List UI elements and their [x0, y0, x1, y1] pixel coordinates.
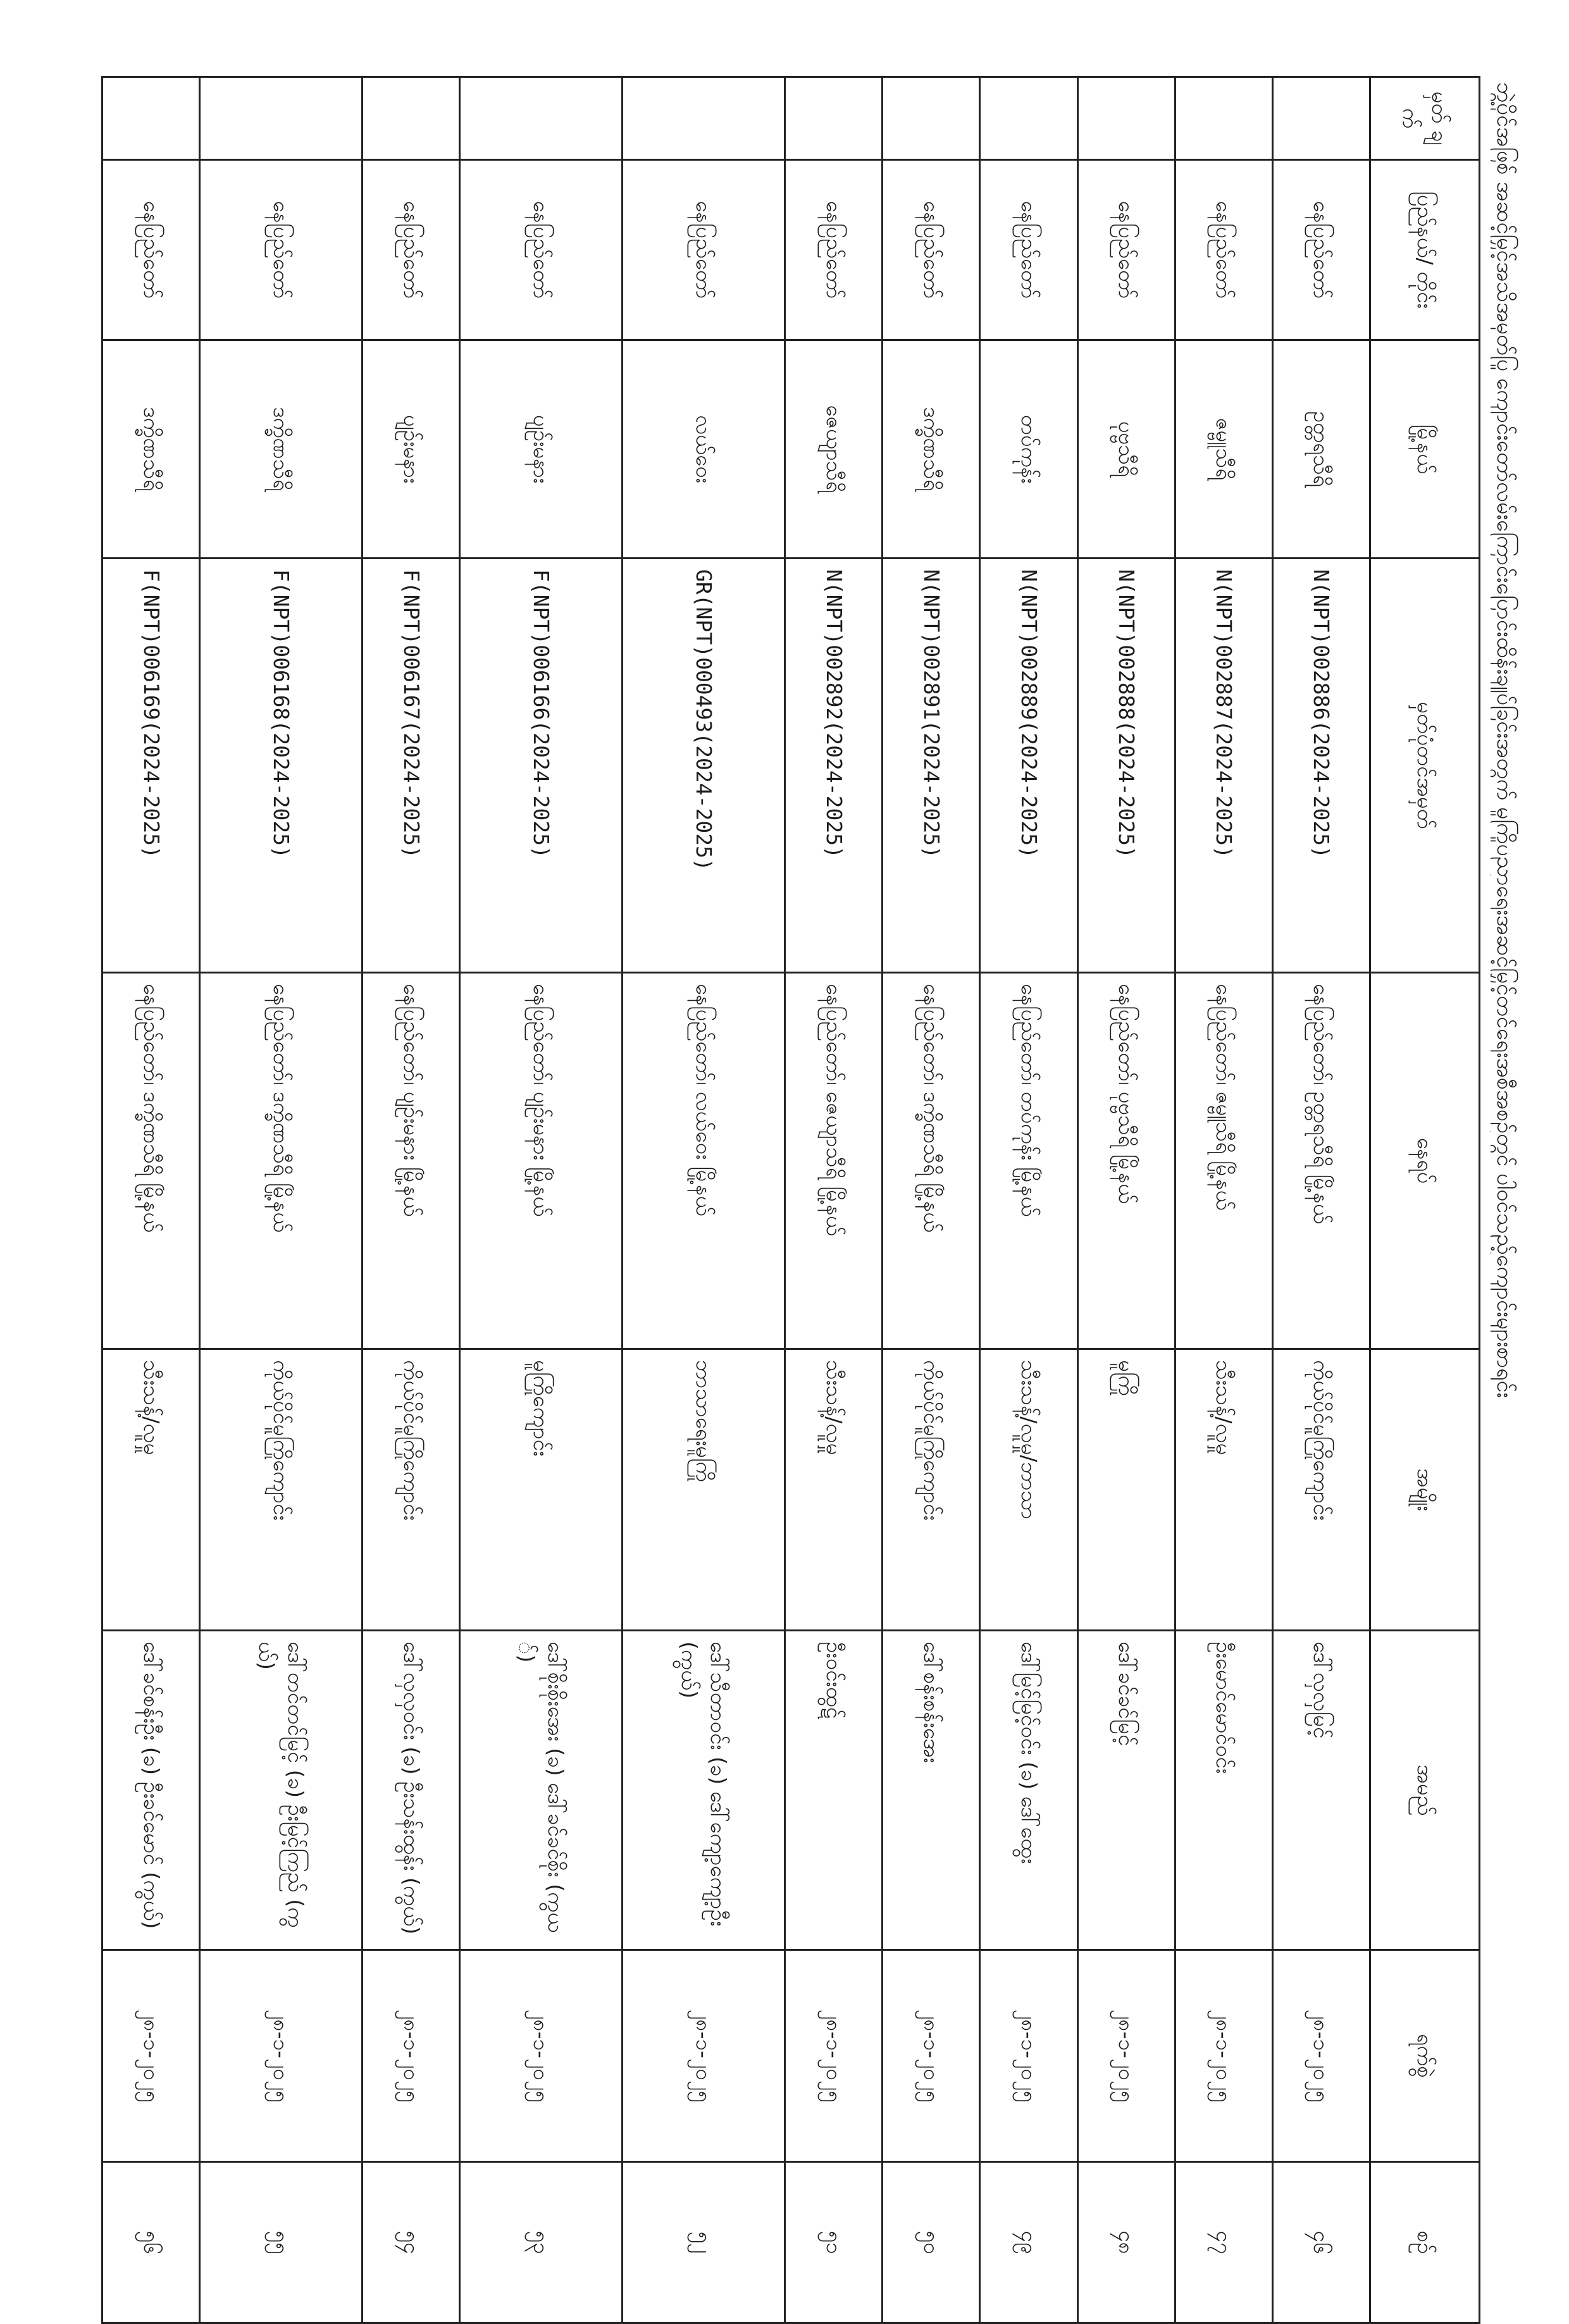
cell-remark	[785, 77, 883, 160]
cell-region: နေပြည်တော်	[1272, 160, 1370, 340]
cell-school-type: သီးသန့်/လူမှု	[785, 1349, 883, 1631]
cell-place: နေပြည်တော်၊ ဒက္ခိဏသီရိ မြို့နယ်	[200, 973, 363, 1349]
cell-date: ၂၈-၁-၂၀၂၅	[1272, 1950, 1370, 2162]
cell-date: ၂၈-၁-၂၀၂၅	[200, 1950, 363, 2162]
cell-name: ဒေါ်စန်းစန်းအေး	[883, 1631, 980, 1950]
cell-school-type: ကိုယ်ပိုင်မူကြိုကျောင်း	[200, 1349, 363, 1631]
table-row	[1175, 77, 1272, 2323]
cell-name: ဒေါ်တင်တင်မြင့် (ခ) ဦးမြင့်ကြည် (ကွယ်)	[200, 1631, 363, 1950]
cell-remark	[1175, 77, 1272, 160]
header-school-type: အမျိုး	[1370, 1349, 1480, 1631]
table-row	[460, 77, 623, 2323]
cell-remark	[980, 77, 1077, 160]
header-place: နေရပ်	[1370, 973, 1480, 1349]
cell-name: ဒေါ်ခင်စန်းဦး (ခ) ဦးခင်မောင် (ကွယ်)	[102, 1631, 200, 1950]
table-row	[785, 77, 883, 2323]
cell-name: ဒေါ်သီတာဝင်း (ခ) ဒေါ်ကျော့ကျော့ဦး (ကွယ်)	[623, 1631, 785, 1950]
cell-township: ဒက္ခိဏသီရိ	[102, 340, 200, 559]
cell-remark	[460, 77, 623, 160]
header-remark: မှတ် ချက်	[1370, 77, 1480, 160]
cell-place: နေပြည်တော်၊ ဒက္ခိဏသီရိ မြို့နယ်	[883, 973, 980, 1349]
cell-township: ဇမ္ဗူသီရိ	[1175, 340, 1272, 559]
cell-no: ၅၂	[623, 2162, 785, 2323]
cell-township: တပ်ကုန်း	[980, 340, 1077, 559]
cell-place: နေပြည်တော်၊ ဥတ္တရသီရိ မြို့နယ်	[1272, 973, 1370, 1349]
cell-school-type: ကိုယ်ပိုင်မူကြိုကျောင်း	[883, 1349, 980, 1631]
cell-place: နေပြည်တော်၊ ဇေယျာသီရိ မြို့နယ်	[785, 973, 883, 1349]
cell-remark	[883, 77, 980, 160]
cell-no: ၄၈	[1077, 2162, 1175, 2323]
table-row	[883, 77, 980, 2323]
cell-region: နေပြည်တော်	[1077, 160, 1175, 340]
cell-registration: N(NPT)002887(2024-2025)	[1175, 559, 1272, 973]
cell-place: နေပြည်တော်၊ ဇမ္ဗူသီရိ မြို့နယ်	[1175, 973, 1272, 1349]
cell-no: ၄၉	[980, 2162, 1077, 2323]
table-row	[1272, 77, 1370, 2323]
table-row	[102, 77, 200, 2323]
table-row	[980, 77, 1077, 2323]
cell-township: ဇေယျာသီရိ	[785, 340, 883, 559]
cell-region: နေပြည်တော်	[363, 160, 460, 340]
registration-table	[101, 76, 1480, 2324]
header-township: မြို့နယ်	[1370, 340, 1480, 559]
cell-name: ဒေါ်ခင်ခင်မြင့်	[1077, 1631, 1175, 1950]
cell-registration: N(NPT)002889(2024-2025)	[980, 559, 1077, 973]
cell-township: ပျဉ်းမနား	[363, 340, 460, 559]
cell-date: ၂၈-၁-၂၀၂၅	[460, 1950, 623, 2162]
cell-school-type: မူကြိုကျောင်း	[460, 1349, 623, 1631]
cell-no: ၅၁	[785, 2162, 883, 2323]
cell-school-type: သီးသန့်/လူမှု	[1175, 1349, 1272, 1631]
table-header-row	[1370, 77, 1480, 2323]
cell-school-type: ကိုယ်ပိုင်မူကြိုကျောင်း	[1272, 1349, 1370, 1631]
cell-place: နေပြည်တော်၊ တပ်ကုန်း မြို့နယ်	[980, 973, 1077, 1349]
cell-township: ဒက္ခိဏသီရိ	[883, 340, 980, 559]
cell-school-type: ဘာသာရေးမူကြို	[623, 1349, 785, 1631]
cell-school-type: သီးသန့်/လူမှု	[102, 1349, 200, 1631]
cell-township: လယ်ဝေး	[623, 340, 785, 559]
cell-date: ၂၈-၁-၂၀၂၅	[883, 1950, 980, 2162]
table-row	[1077, 77, 1175, 2323]
cell-date: ၂၈-၁-၂၀၂၅	[785, 1950, 883, 2162]
cell-region: နေပြည်တော်	[623, 160, 785, 340]
cell-region: နေပြည်တော်	[785, 160, 883, 340]
cell-place: နေပြည်တော်၊ ပျဉ်းမနား မြို့နယ်	[363, 973, 460, 1349]
cell-no: ၄၆	[1272, 2162, 1370, 2323]
cell-region: နေပြည်တော်	[883, 160, 980, 340]
header-no: စဉ်	[1370, 2162, 1480, 2323]
cell-school-type: သီးသန့်/လူမှု/ဘာသာ	[980, 1349, 1077, 1631]
header-registration: မှတ်ပုံတင်အမှတ်	[1370, 559, 1480, 973]
table-row	[363, 77, 460, 2323]
cell-date: ၂၈-၁-၂၀၂၅	[623, 1950, 785, 2162]
cell-no: ၅၄	[363, 2162, 460, 2323]
cell-registration: F(NPT)006166(2024-2025)	[460, 559, 623, 973]
cell-remark	[1272, 77, 1370, 160]
cell-township: ပျဉ်းမနား	[460, 340, 623, 559]
page-title: ဘွဲ့ပိုင်အဖြစ် အဆင့်မြှင့်အသိအမှတ်ပြု ကျောင်းတော်လမ်းကြောင်းပြောင်းထိန်းချုပ်ခြင်းအတွက် မူကြိုပညာရေးအဆင့်မြှင့်တင်ရေးအစီအစဉ်တွင် ပါဝင်သည့်ကျောင်းများစာရင်း	[1492, 82, 1517, 1399]
cell-registration: GR(NPT)000493(2024-2025)	[623, 559, 785, 973]
cell-date: ၂၈-၁-၂၀၂၅	[1175, 1950, 1272, 2162]
cell-township: ပုဗ္ဗသီရိ	[1077, 340, 1175, 559]
cell-place: နေပြည်တော်၊ လယ်ဝေး မြို့နယ်	[623, 973, 785, 1349]
cell-township: ဒက္ခိဏသီရိ	[200, 340, 363, 559]
cell-registration: N(NPT)002892(2024-2025)	[785, 559, 883, 973]
cell-registration: F(NPT)006168(2024-2025)	[200, 559, 363, 973]
cell-remark	[1077, 77, 1175, 160]
cell-name: ဒေါ်စိုးစိုးအေး (ခ) ဒေါ်ခင်ခင်စိုး (ကွယ်)	[460, 1631, 623, 1950]
header-date: ရက်စွဲ	[1370, 1950, 1480, 2162]
table-row	[623, 77, 785, 2323]
cell-region: နေပြည်တော်	[980, 160, 1077, 340]
header-region: ပြည်နယ်/ တိုင်း	[1370, 160, 1480, 340]
cell-registration: F(NPT)006169(2024-2025)	[102, 559, 200, 973]
cell-date: ၂၈-၁-၂၀၂၅	[1077, 1950, 1175, 2162]
cell-school-type: ကိုယ်ပိုင်မူကြိုကျောင်း	[363, 1349, 460, 1631]
cell-township: ဥတ္တရသီရိ	[1272, 340, 1370, 559]
cell-name: ဒေါ်မြင့်မြင့်ဝင်း (ခ) ဒေါ်ထွေး	[980, 1631, 1077, 1950]
cell-no: ၅၃	[460, 2162, 623, 2323]
cell-remark	[363, 77, 460, 160]
header-name: အမည်	[1370, 1631, 1480, 1950]
cell-registration: N(NPT)002886(2024-2025)	[1272, 559, 1370, 973]
cell-school-type: မူကြို	[1077, 1349, 1175, 1631]
cell-region: နေပြည်တော်	[1175, 160, 1272, 340]
cell-place: နေပြည်တော်၊ ဒက္ခိဏသီရိ မြို့နယ်	[102, 973, 200, 1349]
cell-date: ၂၈-၁-၂၀၂၅	[102, 1950, 200, 2162]
cell-region: နေပြည်တော်	[460, 160, 623, 340]
cell-remark	[102, 77, 200, 160]
cell-registration: N(NPT)002891(2024-2025)	[883, 559, 980, 973]
cell-region: နေပြည်တော်	[102, 160, 200, 340]
cell-registration: F(NPT)006167(2024-2025)	[363, 559, 460, 973]
cell-remark	[623, 77, 785, 160]
cell-registration: N(NPT)002888(2024-2025)	[1077, 559, 1175, 973]
cell-no: ၅၆	[102, 2162, 200, 2323]
cell-no: ၅၅	[200, 2162, 363, 2323]
cell-place: နေပြည်တော်၊ ပျဉ်းမနား မြို့နယ်	[460, 973, 623, 1349]
cell-name: ဒေါ်လှလှဝင်း (ခ) ဦးသန်းထွန်း (ကွယ်)	[363, 1631, 460, 1950]
cell-name: ဦးမောင်မောင်ဝင်း	[1175, 1631, 1272, 1950]
cell-region: နေပြည်တော်	[200, 160, 363, 340]
table-row	[200, 77, 363, 2323]
cell-date: ၂၈-၁-၂၀၂၅	[363, 1950, 460, 2162]
cell-place: နေပြည်တော်၊ ပုဗ္ဗသီရိ မြို့နယ်	[1077, 973, 1175, 1349]
cell-name: ဒေါ်လှလှမြင့်	[1272, 1631, 1370, 1950]
cell-date: ၂၈-၁-၂၀၂၅	[980, 1950, 1077, 2162]
cell-name: ဦးဝင်းထွဋ်	[785, 1631, 883, 1950]
cell-no: ၅၀	[883, 2162, 980, 2323]
cell-no: ၄၇	[1175, 2162, 1272, 2323]
cell-remark	[200, 77, 363, 160]
table-body	[102, 77, 1370, 2323]
